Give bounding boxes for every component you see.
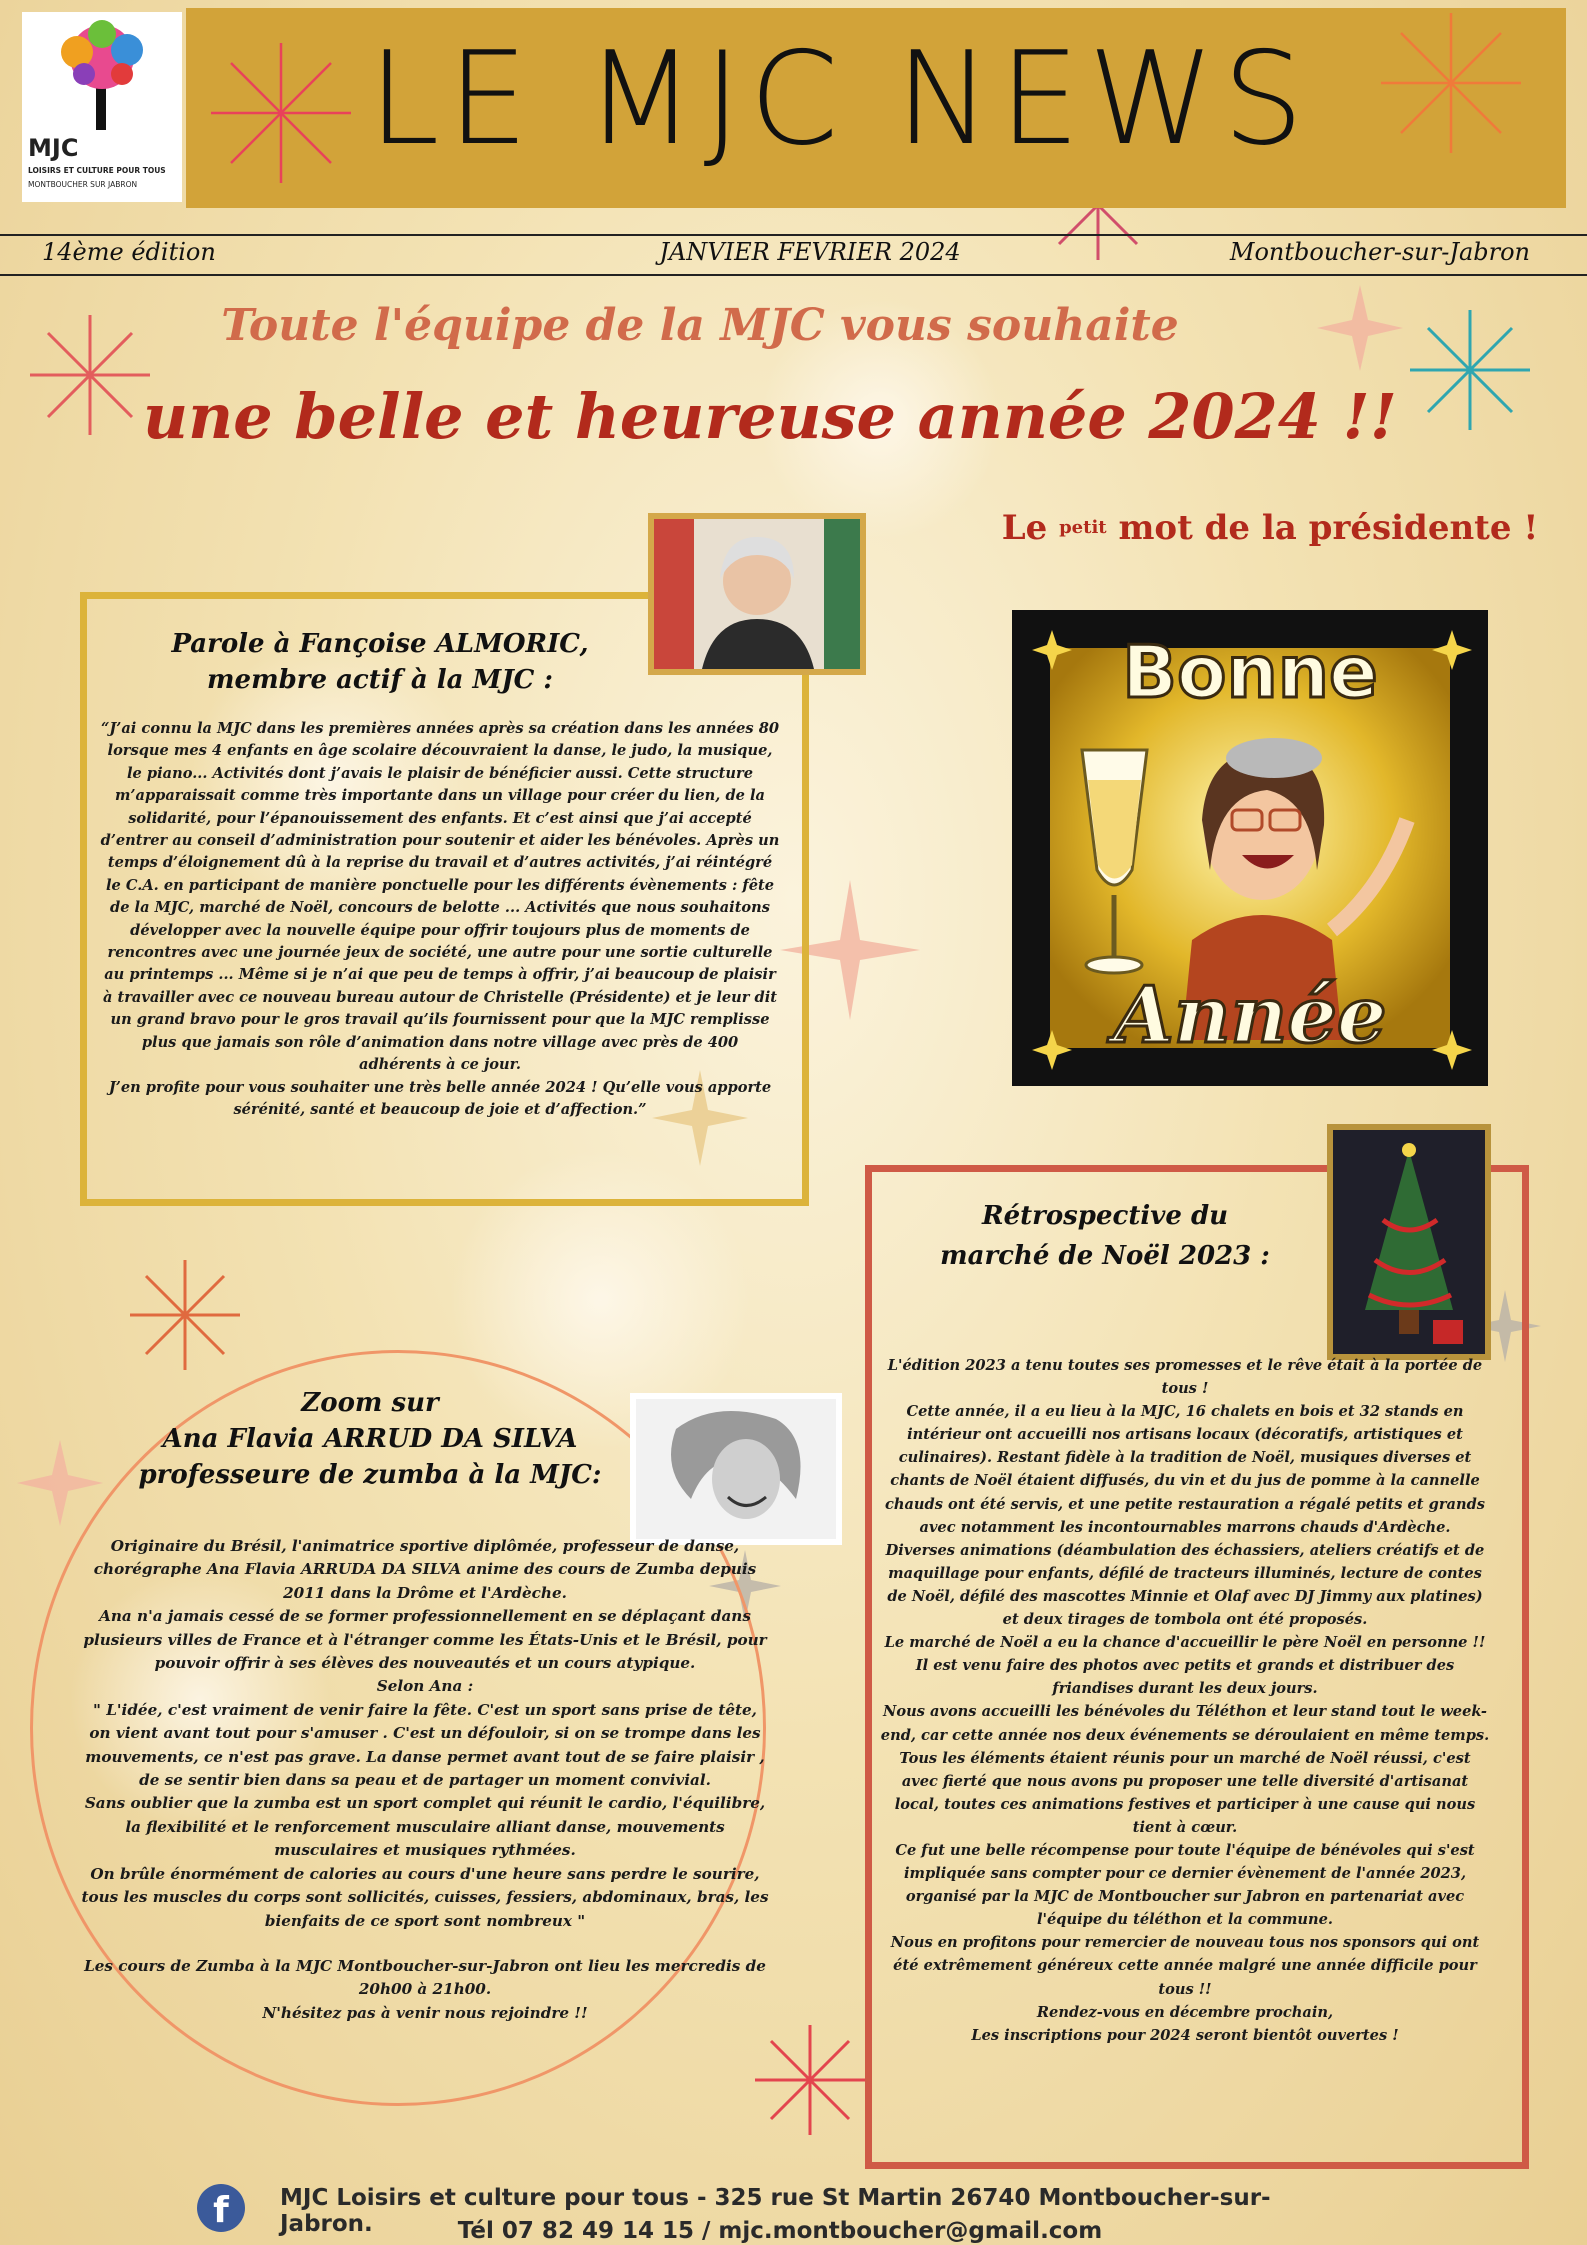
noel-paragraph: Rendez-vous en décembre prochain, <box>1036 2003 1334 2021</box>
zumba-paragraph: Selon Ana : <box>376 1677 474 1696</box>
zumba-paragraph: Ana n'a jamais cessé de se former professionnellement en se déplaçant dans plusieurs villes de France et à l'étranger comme les États-Unis et le Brésil, pour pouvoir offrir à ses élèves des nouveautés et un cours atypique. <box>83 1607 767 1673</box>
francoise-heading-1: Parole à Fançoise ALMORIC, <box>171 629 589 659</box>
noel-paragraph: Le marché de Noël a eu la chance d'accueillir le père Noël en personne !! Il est venu faire des photos avec petits et grands et distribuer des friandises durant les deux jours. <box>884 1634 1486 1698</box>
zumba-paragraph: Originaire du Brésil, l'animatrice sportive diplômée, professeur de danse, chorégraphe Ana Flavia ARRUDA DA SILVA anime des cours de Zumba depuis 2011 dans la Drôme et l'Ardèche. <box>93 1537 757 1602</box>
francoise-paragraph: J’en profite pour vous souhaiter une très belle année 2024 ! Qu’elle vous apporte sérénité, santé et beaucoup de joie et d’affection.” <box>108 1078 772 1118</box>
town-label: Montboucher-sur-Jabron <box>1229 238 1530 266</box>
noel-body <box>880 1354 1490 2047</box>
noel-heading-2: marché de Noël 2023 : <box>940 1241 1270 1271</box>
zumba-heading-3: professeure de zumba à la MJC: <box>138 1460 602 1490</box>
christmas-tree-icon <box>1333 1130 1485 1354</box>
greeting-line-1: Toute l'équipe de la MJC vous souhaite <box>221 300 1179 351</box>
president-small: petit <box>1059 517 1107 538</box>
zumba-heading-1: Zoom sur <box>301 1388 439 1418</box>
facebook-icon[interactable]: f <box>197 2184 245 2232</box>
firework <box>130 1260 240 1370</box>
logo-text: MJC <box>28 134 79 162</box>
president-prefix: Le <box>1001 508 1048 548</box>
francoise-paragraph: “J’ai connu la MJC dans les premières années après sa création dans les années 80 lorsque mes 4 enfants en âge scolaire découvraient la danse, le judo, la musique, le piano... Activités dont j’avais le plaisir de bénéficier aussi. Cette structure m’apparaissait comme très importante dans un village pour créer du lien, de la solidarité, pour l’épanouissement des enfants. Et c’est ainsi que j’ai accepté d’entrer au conseil d’administration pour soutenir et aider les bénévoles. Après un temps d’éloignement dû à la reprise du travail et d’autres activités, j’ai réintégré le C.A. en participant de manière ponctuelle pour les différents évènements : fête de la MJC, marché de Noël, concours de belotte ... Activités que nous souhaitons développer avec la nouvelle équipe pour offrir toujours plus de moments de rencontres avec une journée jeux de société, une autre pour une sortie culturelle au printemps ... Même si je n’ai que peu de temps à offrir, j’ai beaucoup de plaisir à travailler avec ce nouveau bureau autour de Christelle (Présidente) et je leur dit un grand bravo pour le gros travail qu’ils fournissent pour que la MJC remplisse plus que jamais son rôle d’animation dans notre village avec près de 400 adhérents à ce jour. <box>100 720 780 1074</box>
noel-paragraph: Ce fut une belle récompense pour toute l'équipe de bénévoles qui s'est impliquée sans compter pour ce dernier évènement de l'année 2023, organisé par la MJC de Montboucher sur Jabron en partenariat avec l'équipe du téléthon et la commune. <box>895 1841 1475 1929</box>
sparkle-star <box>17 1440 103 1526</box>
noel-paragraph: Les inscriptions pour 2024 seront bientôt ouvertes ! <box>971 2026 1399 2044</box>
portrait-icon <box>636 1399 836 1539</box>
firework <box>755 2025 865 2135</box>
noel-paragraph: L'édition 2023 a tenu toutes ses promesses et le rêve était à la portée de tous ! <box>887 1357 1483 1398</box>
logo-town: MONTBOUCHER SUR JABRON <box>28 180 138 189</box>
noel-paragraph: Diverses animations (déambulation des échassiers, ateliers créatifs et de maquillage pour enfants, défilé de tracteurs illuminés, lecture de contes de Noël, défilé des mascottes Minnie et Olaf avec DJ Jimmy aux platines) et deux tirages de tombola ont été proposés. <box>885 1541 1485 1629</box>
noel-paragraph: Nous en profitons pour remercier de nouveau tous nos sponsors qui ont été extrêmement généreux cette année malgré une année difficile pour tous !! <box>890 1934 1480 1998</box>
footer-contact: Tél 07 82 49 14 15 / mjc.montboucher@gmail.com <box>457 2218 1103 2244</box>
divider <box>0 274 1587 276</box>
zumba-heading <box>110 1385 630 1493</box>
portrait-icon <box>654 519 860 669</box>
noel-heading <box>900 1196 1310 1276</box>
president-suffix: mot de la présidente ! <box>1118 508 1539 548</box>
divider <box>0 234 1587 236</box>
ana-photo <box>630 1393 842 1545</box>
greeting-line-2: une belle et heureuse année 2024 !! <box>143 380 1397 453</box>
masthead-title: LE MJC NEWS <box>368 25 1312 174</box>
zumba-body <box>80 1535 770 2025</box>
noel-paragraph: Nous avons accueilli les bénévoles du Téléthon et leur stand tout le week-end, car cette année nos deux événements se déroulaient en même temps. <box>880 1703 1490 1744</box>
tree-logo-icon <box>22 12 182 132</box>
francoise-body <box>100 718 780 1121</box>
president-heading <box>960 508 1580 548</box>
zumba-paragraph: " L'idée, c'est vraiment de venir faire la fête. C'est un sport sans prise de tête, on vient avant tout pour s'amuser . C'est un défouloir, si on se trompe dans les mouvements, ce n'est pas grave. La danse permet avant tout de se faire plaisir , de se sentir bien dans sa peau et de partager un moment convivial. <box>85 1700 765 1790</box>
logo-tagline: LOISIRS ET CULTURE POUR TOUS <box>28 166 166 175</box>
footer-address: MJC Loisirs et culture pour tous - 325 rue St Martin 26740 Montboucher-sur-Jabron. <box>280 2185 1271 2237</box>
francoise-heading <box>100 626 660 698</box>
bonne-text: Bonne <box>1122 630 1378 714</box>
zumba-paragraph: On brûle énormément de calories au cours d'une heure sans perdre le sourire, tous les muscles du corps sont sollicités, cuisses, fessiers, abdominaux, bras, les bienfaits de ce sport sont nombreux " <box>81 1864 769 1930</box>
zumba-paragraph: Les cours de Zumba à la MJC Montboucher-sur-Jabron ont lieu les mercredis de 20h00 à 21h00. <box>84 1956 766 1999</box>
issue-date: JANVIER FEVRIER 2024 <box>659 238 961 266</box>
zumba-paragraph: Sans oublier que la zumba est un sport complet qui réunit le cardio, l'équilibre, la flexibilité et le renforcement musculaire alliant danse, mouvements musculaires et musiques rythmées. <box>84 1794 766 1860</box>
noel-paragraph: Tous les éléments étaient réunis pour un marché de Noël réussi, c'est avec fierté que nous avons pu proposer une telle diversité d'artisanat local, toutes ces animations festives et participer à une cause qui nous tient à cœur. <box>894 1749 1476 1836</box>
sparkle-star <box>1317 285 1403 371</box>
noel-paragraph: Cette année, il a eu lieu à la MJC, 16 chalets en bois et 32 stands en intérieur ont accueilli nos artisans locaux (décoratifs, artistiques et culinaires). Restant fidèle à la tradition de Noël, musiques diverses et chants de Noël étaient diffusés, du vin et du jus de pomme à la cannelle chauds ont été servis, et une petite restauration a régalé petits et grands avec notamment les incontournables marrons chauds d'Ardèche. <box>884 1403 1486 1536</box>
noel-heading-1: Rétrospective du <box>981 1201 1229 1231</box>
annee-text: Année <box>1113 970 1387 1061</box>
francoise-photo <box>648 513 866 675</box>
mjc-logo <box>22 12 182 202</box>
zumba-paragraph: N'hésitez pas à venir nous rejoindre !! <box>262 2003 588 2022</box>
christmas-tree-photo <box>1327 1124 1491 1360</box>
francoise-heading-2: membre actif à la MJC : <box>207 665 553 695</box>
edition-label: 14ème édition <box>42 238 216 266</box>
firework <box>1410 310 1530 430</box>
zumba-heading-2: Ana Flavia ARRUD DA SILVA <box>162 1424 578 1454</box>
bonne-annee-card <box>1012 610 1488 1086</box>
